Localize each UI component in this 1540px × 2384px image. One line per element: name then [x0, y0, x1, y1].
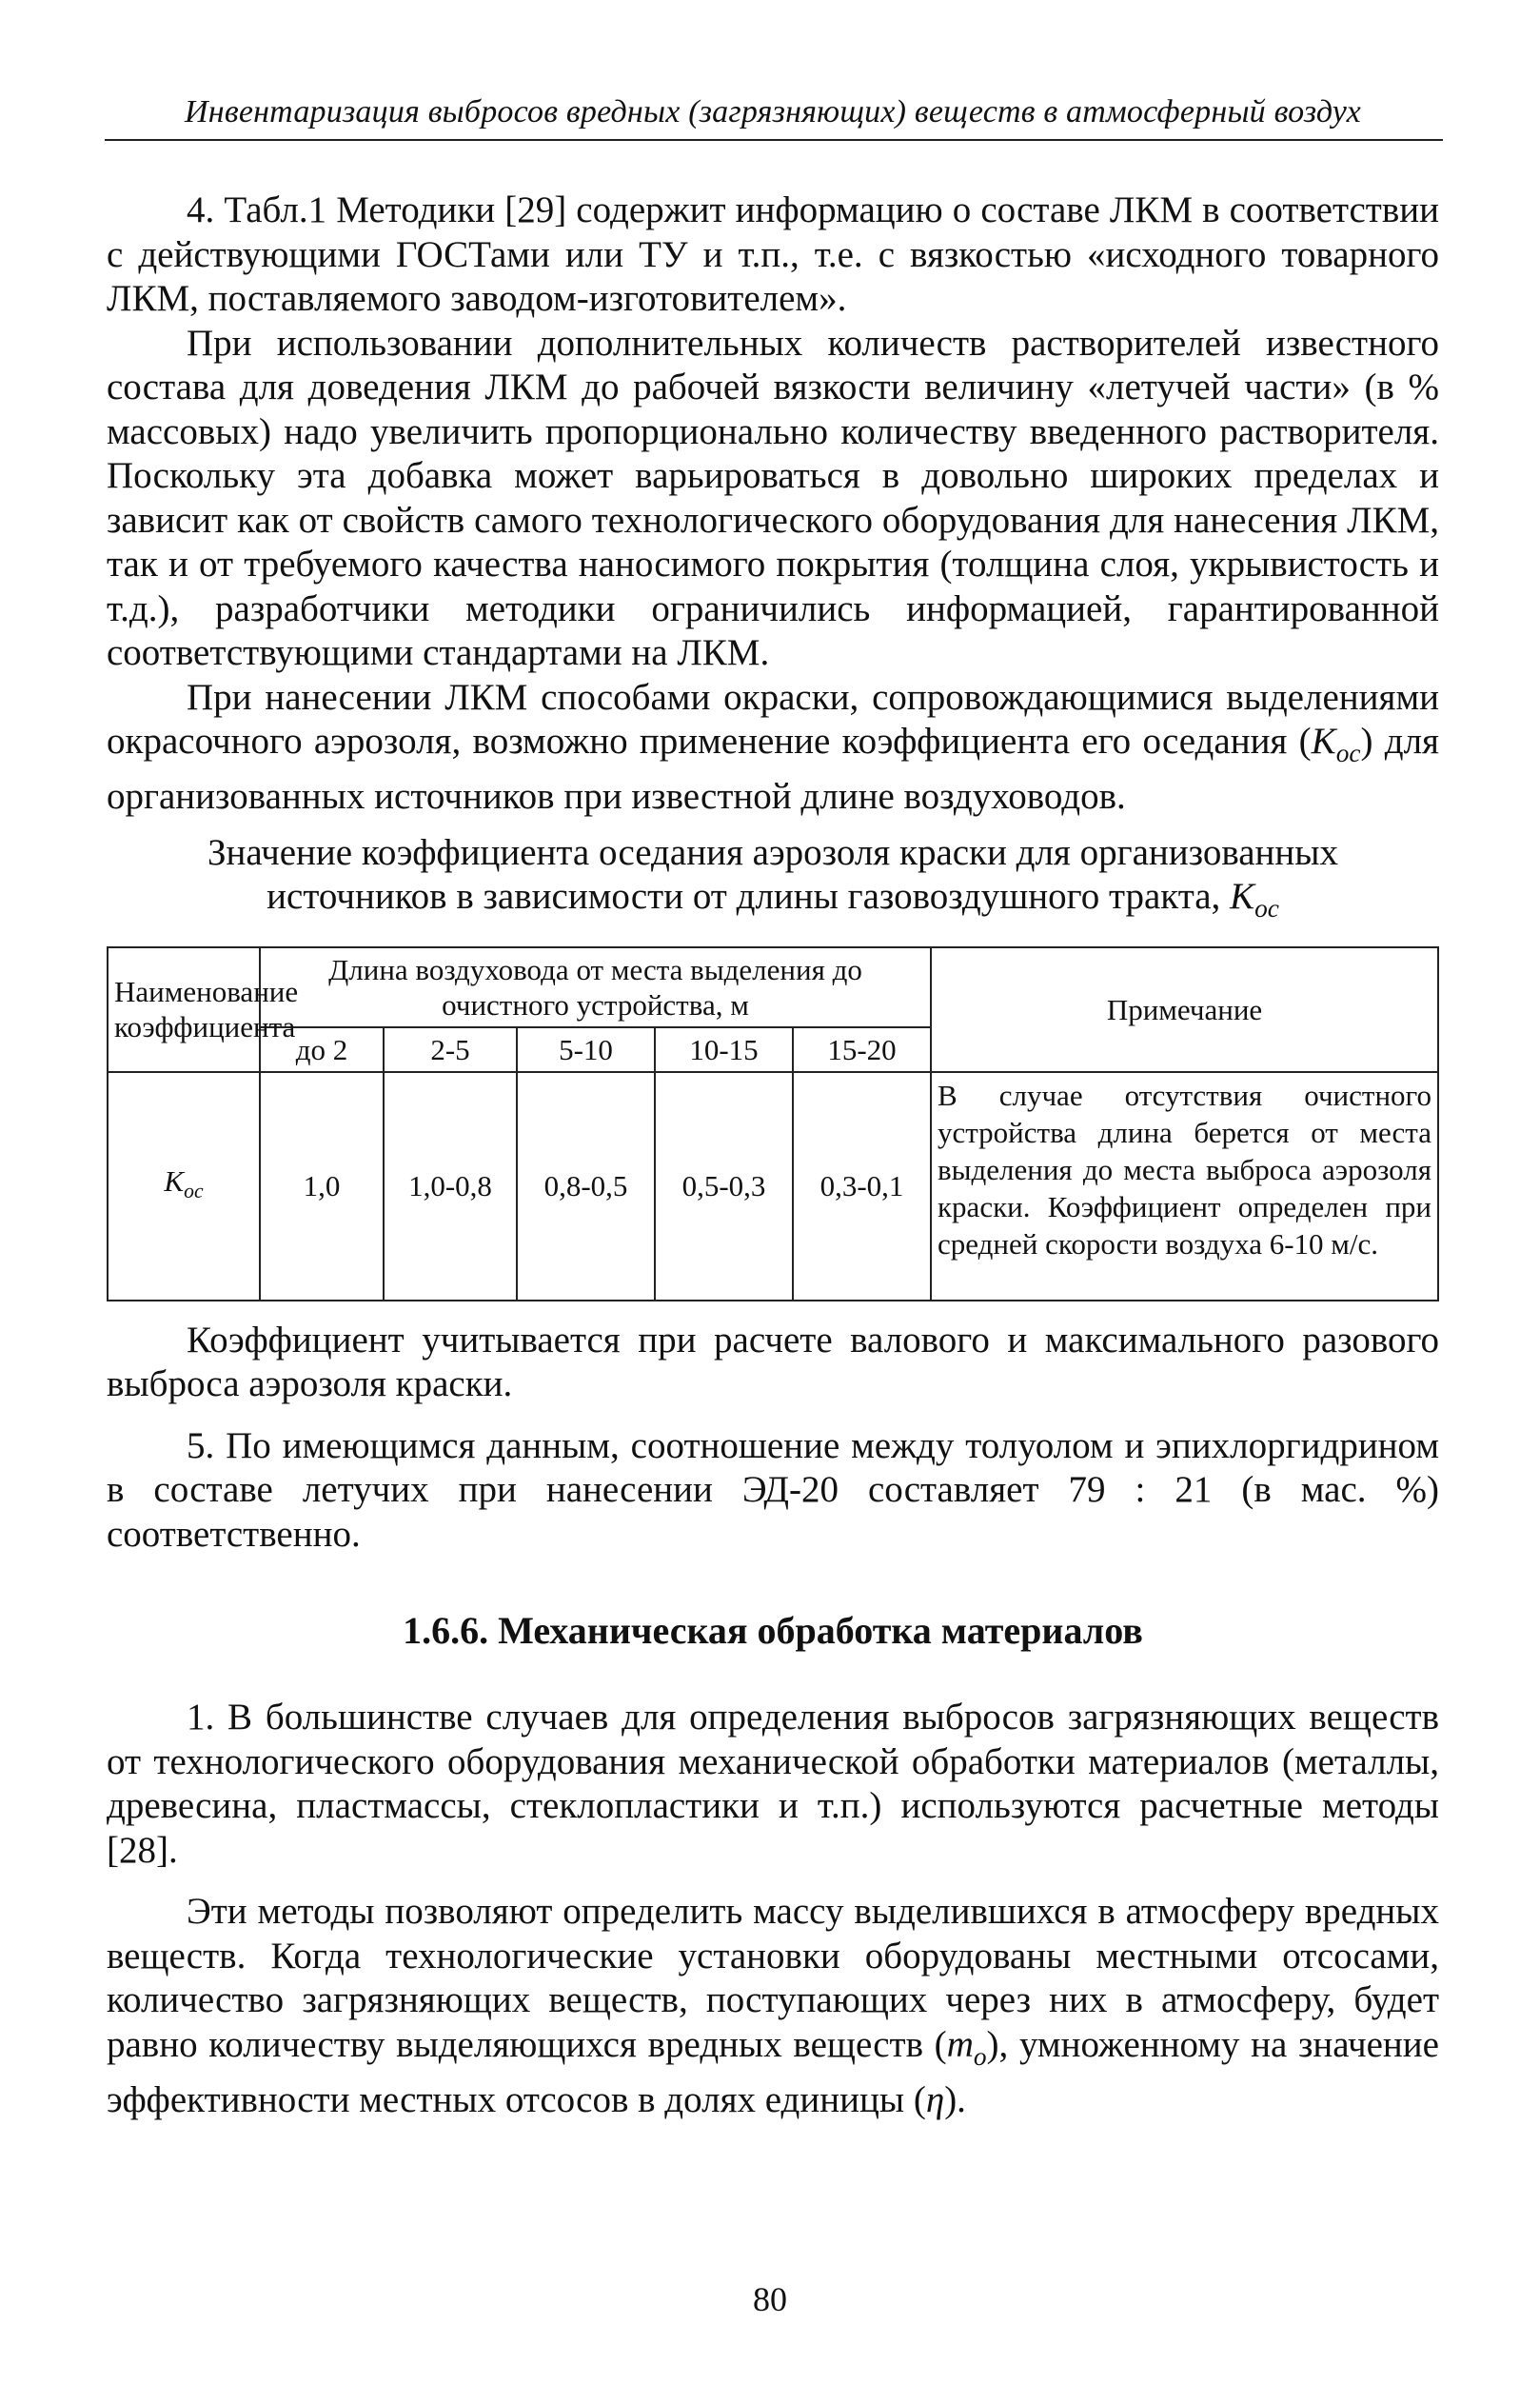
- table-cell-value: 1,0: [260, 1072, 384, 1301]
- table-caption: Значение коэффициента оседания аэрозоля краски для организованных источников в зависимости от длины газовоздушного тракта, $K_{ос}$: [207, 831, 1339, 924]
- table-cell-value: 0,3-0,1: [793, 1072, 931, 1301]
- paragraph-aerosol: При нанесении ЛКМ способами окраски, сопровождающимися выделениями окрасочного аэрозоля, возможно применение коэффициента его оседания $(K_{ос})$ для организованных источников при известной длине воздуховодов.: [107, 676, 1439, 818]
- table-cell-note: В случае отсутствия очистного устройства длина берется от места выделения до места выброса аэрозоля краски. Коэффициент определен при средней скорости воздуха 6-10 м/с.: [931, 1072, 1438, 1301]
- row-coefficient-symbol: $K_{ос}$: [108, 1072, 260, 1301]
- paragraph-solvents: При использовании дополнительных количеств растворителей известного состава для доведения ЛКМ до рабочей вязкости величину «летучей части» (в % массовых) надо увеличить пропорционально количеству введенного растворителя. Поскольку эта добавка может варьироваться в довольно широких пределах и зависит как от свойств самого технологического оборудования для нанесения ЛКМ, так и от требуемого качества наносимого покрытия (толщина слоя, укрывистость и т.д.), разработчики методики ограничились информацией, гарантированной соответствующими стандартами на ЛКМ.: [107, 322, 1439, 673]
- page-body: [107, 189, 1439, 2122]
- length-range-header: 2-5: [384, 1027, 517, 1072]
- length-range-header: до 2: [260, 1027, 384, 1072]
- col-header-coefficient-name: Наименование коэффициента: [108, 947, 260, 1072]
- col-header-note: Примечание: [931, 947, 1438, 1072]
- col-header-duct-length: Длина воздуховода от места выделения до очистного устройства, м: [260, 947, 931, 1027]
- table-cell-value: 1,0-0,8: [384, 1072, 517, 1301]
- paragraph-mechanical-1: 1. В большинстве случаев для определения выбросов загрязняющих веществ от технологического оборудования механической обработки материалов (металлы, древесина, пластмассы, стеклопластики и т.п.) используются расчетные методы [28].: [107, 1697, 1439, 1871]
- header-divider: [105, 139, 1443, 141]
- table-cell-value: 0,8-0,5: [517, 1072, 655, 1301]
- length-range-header: 10-15: [655, 1027, 793, 1072]
- table-cell-value: 0,5-0,3: [655, 1072, 793, 1301]
- paragraph-mechanical-2: Эти методы позволяют определить массу выделившихся в атмосферу вредных веществ. Когда технологические установки оборудованы местными отсосами, количество загрязняющих веществ, поступающих через них в атмосферу, будет равно количеству выделяющихся вредных веществ $(m_o)$, умноженному на значение эффективности местных отсосов в долях единицы (η).: [107, 1891, 1439, 2120]
- settling-coefficient-table: [107, 946, 1439, 1301]
- paragraph-coefficient-usage: Коэффициент учитывается при расчете валового и максимального разового выброса аэрозоля краски.: [107, 1319, 1439, 1405]
- running-header: Инвентаризация выбросов вредных (загрязняющих) веществ в атмосферный воздух: [185, 94, 1361, 129]
- length-range-header: 5-10: [517, 1027, 655, 1072]
- length-range-header: 15-20: [793, 1027, 931, 1072]
- paragraph-item-4: 4. Табл.1 Методики [29] содержит информацию о составе ЛКМ в соответствии с действующими ГОСТами или ТУ и т.п., т.е. с вязкостью «исходного товарного ЛКМ, поставляемого заводом-изготовителем».: [107, 189, 1439, 319]
- paragraph-item-5: 5. По имеющимся данным, соотношение между толуолом и эпихлоргидрином в составе летучих при нанесении ЭД-20 составляет 79 : 21 (в мас. %) соответственно.: [107, 1424, 1439, 1555]
- section-title: 1.6.6. Механическая обработка материалов: [403, 1609, 1143, 1653]
- page-number: 80: [753, 2280, 787, 2318]
